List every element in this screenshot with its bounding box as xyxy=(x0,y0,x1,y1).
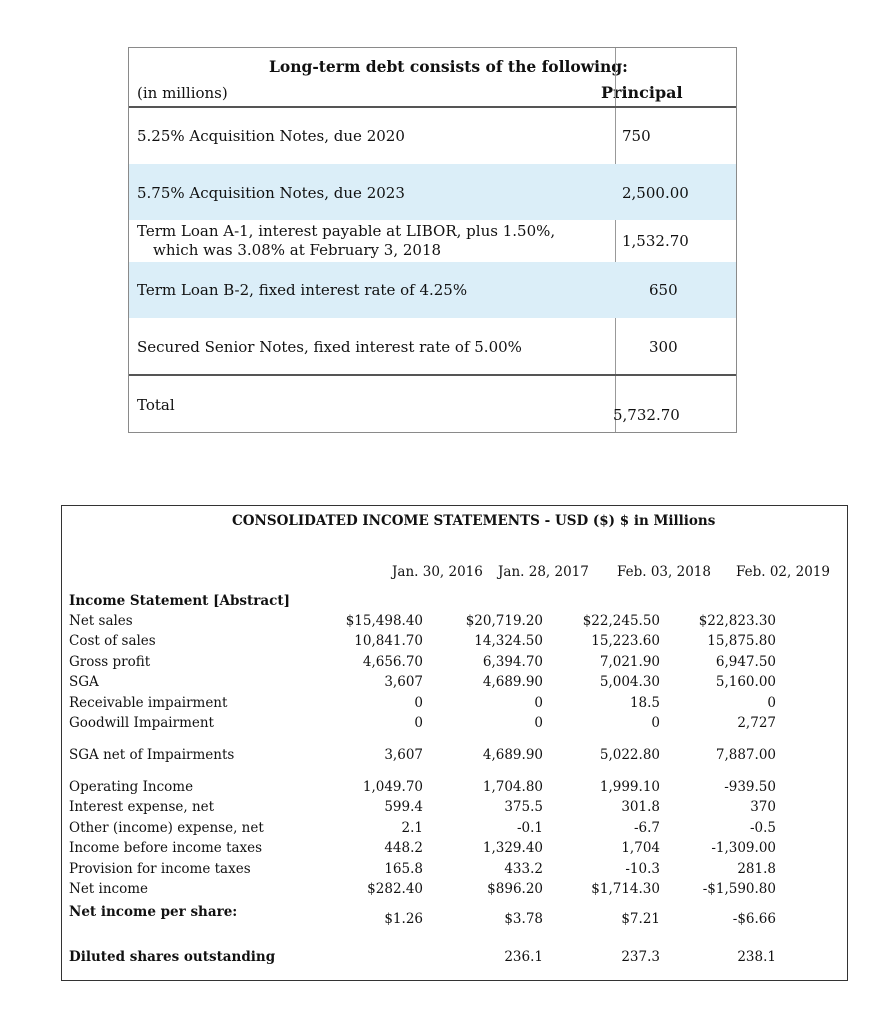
income-row-value: $282.40 xyxy=(367,881,423,897)
income-row-value: 0 xyxy=(534,715,543,731)
debt-row-value: 300 xyxy=(649,338,678,356)
income-row-value: $7.21 xyxy=(621,911,660,927)
income-row-label: Net sales xyxy=(69,613,133,629)
column-header: Feb. 03, 2018 xyxy=(617,564,711,580)
income-row-label: Income before income taxes xyxy=(69,840,263,856)
income-row-label: Receivable impairment xyxy=(69,695,228,711)
income-row-value: 1,704.80 xyxy=(482,779,543,795)
income-row-value: $896.20 xyxy=(487,881,543,897)
income-row-value: 238.1 xyxy=(737,949,776,965)
income-row-value: $22,823.30 xyxy=(698,613,776,629)
income-row-value: 15,223.60 xyxy=(591,633,660,649)
debt-row xyxy=(129,262,736,318)
income-row-value: 3,607 xyxy=(384,674,423,690)
income-row-value: 10,841.70 xyxy=(354,633,423,649)
income-row-value: 165.8 xyxy=(384,861,423,877)
income-row-label: Interest expense, net xyxy=(69,799,215,815)
debt-row xyxy=(129,220,736,262)
income-row-value: 2.1 xyxy=(401,820,423,836)
debt-row-value: 650 xyxy=(649,281,678,299)
income-row-value: $22,245.50 xyxy=(582,613,660,629)
income-row-label: Operating Income xyxy=(69,779,194,795)
income-row-label: SGA net of Impairments xyxy=(69,747,235,763)
debt-row-label: Term Loan A-1, interest payable at LIBOR, plus 1.50%, xyxy=(137,222,556,240)
income-row-label: Provision for income taxes xyxy=(69,861,251,877)
income-row-value: 0 xyxy=(414,715,423,731)
income-row-label: Net income xyxy=(69,881,149,897)
income-row-value: 5,022.80 xyxy=(599,747,660,763)
income-row-value: 6,947.50 xyxy=(715,654,776,670)
income-row-value: 375.5 xyxy=(504,799,543,815)
debt-total-value: 5,732.70 xyxy=(613,406,680,424)
income-row-value: $1.26 xyxy=(384,911,423,927)
income-row-value: 4,689.90 xyxy=(482,674,543,690)
debt-row xyxy=(129,318,736,374)
debt-total-label: Total xyxy=(137,396,175,414)
income-row-value: $20,719.20 xyxy=(465,613,543,629)
debt-row-label: Secured Senior Notes, fixed interest rate of 5.00% xyxy=(137,338,522,356)
income-row-value: 1,329.40 xyxy=(482,840,543,856)
abstract-label: Income Statement [Abstract] xyxy=(69,593,290,609)
income-row-value: 4,656.70 xyxy=(362,654,423,670)
long-term-debt-table xyxy=(128,47,737,433)
income-row-value: 301.8 xyxy=(621,799,660,815)
principal-header: Principal xyxy=(601,83,683,102)
income-row-value: 237.3 xyxy=(621,949,660,965)
income-row-value: 0 xyxy=(651,715,660,731)
income-row-value: 1,999.10 xyxy=(599,779,660,795)
debt-unit-label: (in millions) xyxy=(137,84,228,102)
income-row-value: 14,324.50 xyxy=(474,633,543,649)
debt-row-label: Term Loan B-2, fixed interest rate of 4.25% xyxy=(137,281,468,299)
income-row-value: 1,049.70 xyxy=(362,779,423,795)
income-statement-title: CONSOLIDATED INCOME STATEMENTS - USD ($) $ in Millions xyxy=(232,513,716,529)
debt-row-label: 5.75% Acquisition Notes, due 2023 xyxy=(137,184,405,202)
debt-row-value: 750 xyxy=(622,127,651,145)
column-header: Jan. 30, 2016 xyxy=(392,564,483,580)
income-row-value: 5,004.30 xyxy=(599,674,660,690)
income-row-value: 370 xyxy=(750,799,776,815)
income-row-value: 1,704 xyxy=(621,840,660,856)
income-row-value: 18.5 xyxy=(629,695,660,711)
debt-row xyxy=(129,108,736,164)
income-row-value: 448.2 xyxy=(384,840,423,856)
income-row-value: -939.50 xyxy=(724,779,776,795)
income-row-value: 4,689.90 xyxy=(482,747,543,763)
income-row-label: SGA xyxy=(69,674,99,690)
income-row-value: 236.1 xyxy=(504,949,543,965)
debt-row-label: 5.25% Acquisition Notes, due 2020 xyxy=(137,127,405,145)
income-row-label: Goodwill Impairment xyxy=(69,715,214,731)
income-row-value: 0 xyxy=(414,695,423,711)
debt-row-value: 2,500.00 xyxy=(622,184,689,202)
income-row-value: -1,309.00 xyxy=(711,840,776,856)
income-row-value: 6,394.70 xyxy=(482,654,543,670)
income-row-label: Net income per share: xyxy=(69,904,238,920)
income-row-value: -10.3 xyxy=(625,861,660,877)
income-row-value: -0.1 xyxy=(516,820,543,836)
income-row-value: 7,887.00 xyxy=(715,747,776,763)
income-row-value: 3,607 xyxy=(384,747,423,763)
income-row-value: 15,875.80 xyxy=(707,633,776,649)
income-row-label: Diluted shares outstanding xyxy=(69,949,276,965)
income-row-label: Gross profit xyxy=(69,654,151,670)
debt-total-row xyxy=(129,376,736,432)
income-row-value: $3.78 xyxy=(504,911,543,927)
income-row-value: 5,160.00 xyxy=(715,674,776,690)
income-row-value: 2,727 xyxy=(737,715,776,731)
income-row-value: $1,714.30 xyxy=(591,881,660,897)
income-row-value: 281.8 xyxy=(737,861,776,877)
debt-row xyxy=(129,164,736,220)
income-row-value: $15,498.40 xyxy=(345,613,423,629)
income-row-value: 7,021.90 xyxy=(599,654,660,670)
column-header: Jan. 28, 2017 xyxy=(498,564,589,580)
debt-table-title: Long-term debt consists of the following: xyxy=(269,57,628,76)
income-row-label: Other (income) expense, net xyxy=(69,820,264,836)
debt-row-label-continued: which was 3.08% at February 3, 2018 xyxy=(153,241,442,259)
income-row-value: 0 xyxy=(534,695,543,711)
income-row-value: -$6.66 xyxy=(732,911,776,927)
income-row-label: Cost of sales xyxy=(69,633,156,649)
debt-row-value: 1,532.70 xyxy=(622,232,689,250)
income-row-value: -$1,590.80 xyxy=(702,881,776,897)
column-header: Feb. 02, 2019 xyxy=(736,564,830,580)
income-row-value: -0.5 xyxy=(749,820,776,836)
income-row-value: 433.2 xyxy=(504,861,543,877)
income-statement-table xyxy=(61,505,848,981)
income-row-value: -6.7 xyxy=(633,820,660,836)
income-row-value: 0 xyxy=(767,695,776,711)
income-row-value: 599.4 xyxy=(384,799,423,815)
